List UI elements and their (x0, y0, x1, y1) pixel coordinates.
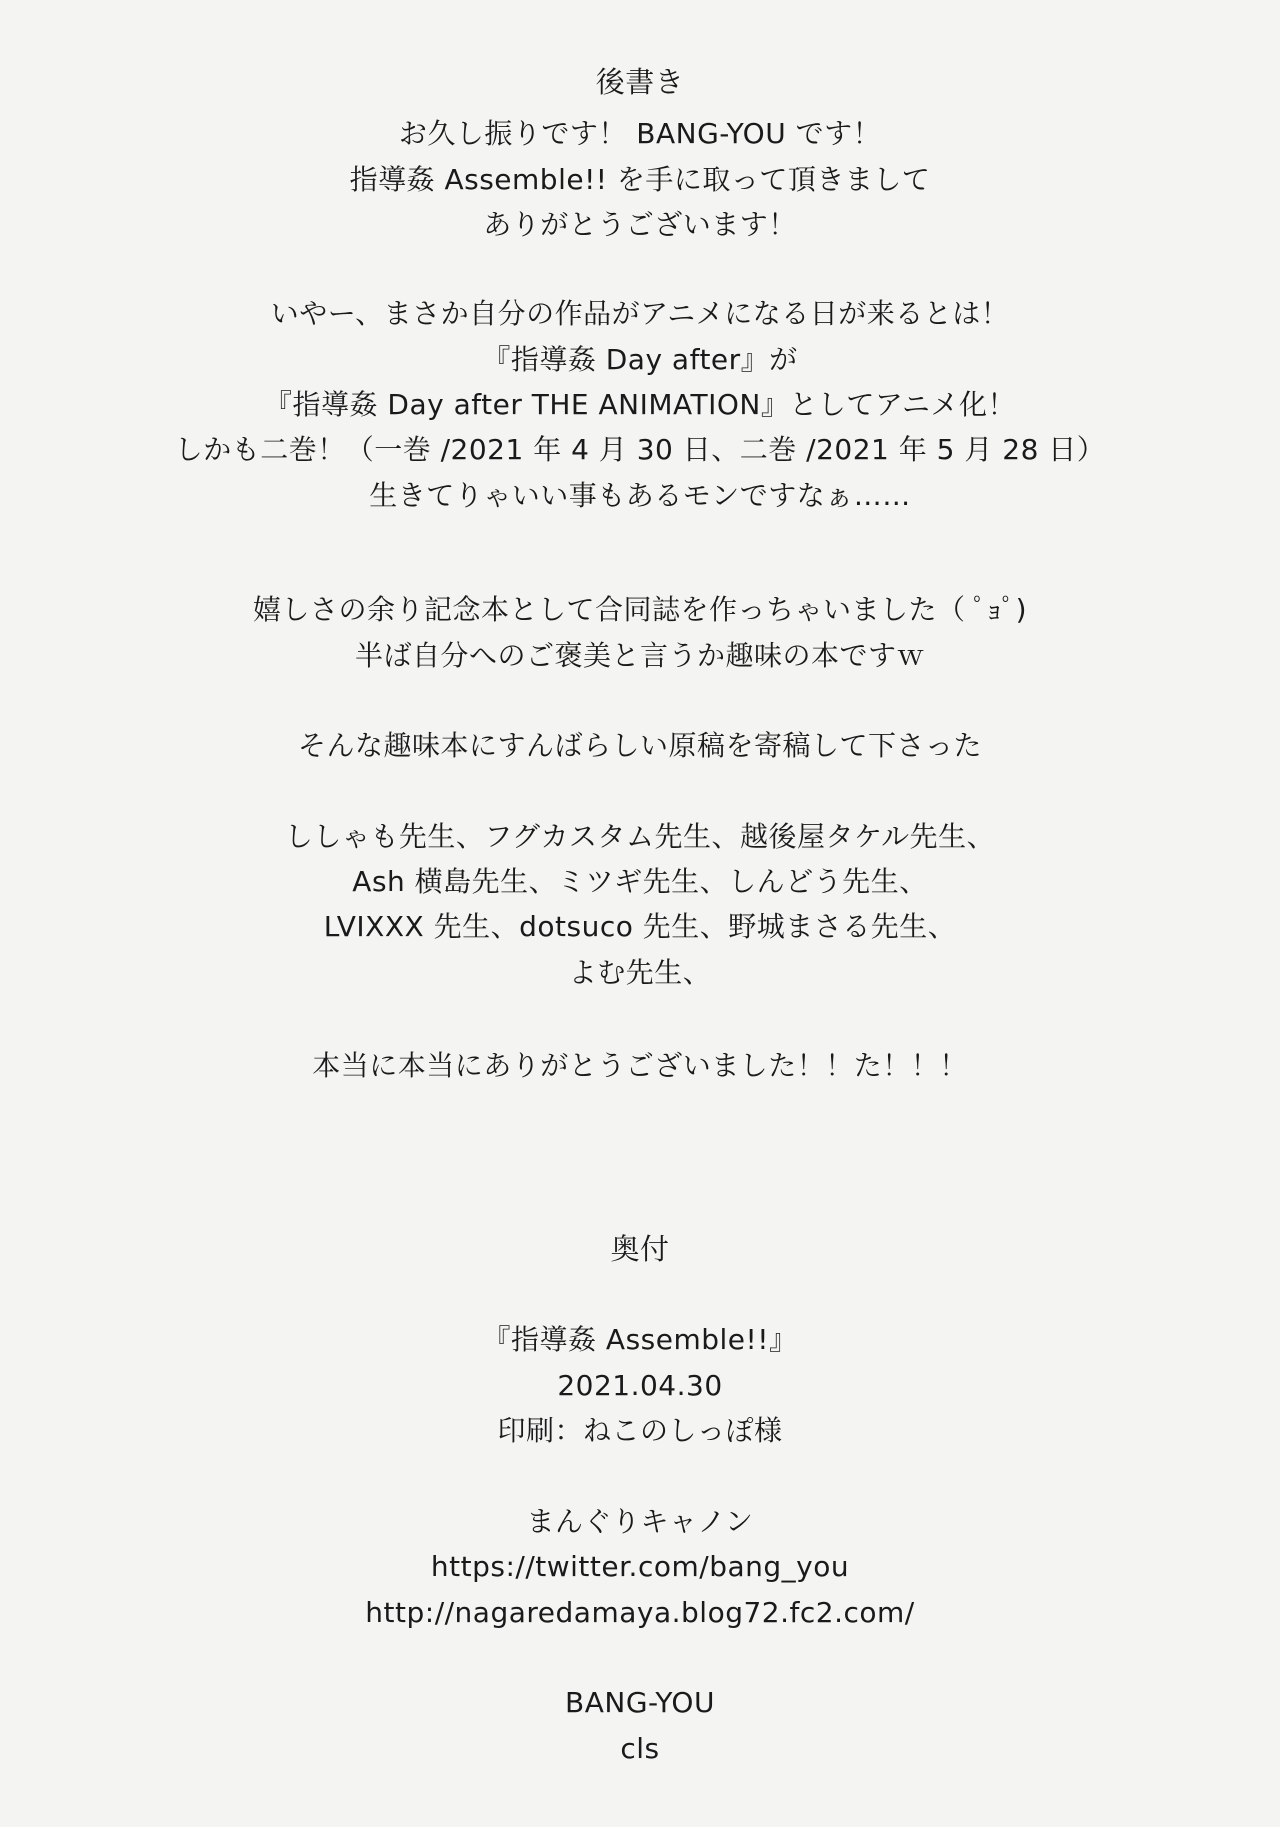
afterword-line: ありがとうございます！ (483, 208, 797, 241)
afterword-line: 生きてりゃいい事もあるモンですなぁ…… (369, 479, 911, 512)
contributor-line: LVIXXX 先生、dotsuco 先生、野城まさる先生、 (323, 910, 957, 943)
colophon-author: BANG-YOU (565, 1686, 715, 1719)
afterword-line: 指導姦 Assemble!! を手に取って頂きまして (349, 163, 931, 196)
colophon-heading: 奥付 (610, 1232, 670, 1266)
afterword-line: 『指導姦 Day after THE ANIMATION』としてアニメ化！ (264, 388, 1016, 421)
afterword-line: 本当に本当にありがとうございました！！た！！！ (312, 1049, 968, 1082)
contributor-line: Ash 横島先生、ミツギ先生、しんどう先生、 (352, 865, 928, 898)
colophon-date: 2021.04.30 (557, 1369, 723, 1402)
afterword-line: 半ば自分へのご褒美と言うか趣味の本ですｗ (354, 639, 925, 672)
afterword-line: お久し振りです！ BANG-YOU です！ (398, 117, 882, 150)
colophon-title: 『指導姦 Assemble!!』 (482, 1323, 798, 1356)
afterword-line: いやー、まさか自分の作品がアニメになる日が来るとは！ (270, 297, 1010, 330)
afterword-line: しかも二巻！（一巻 /2021 年 4 月 30 日、二巻 /2021 年 5 月 28 日） (174, 433, 1106, 466)
colophon-credit: cls (620, 1732, 660, 1765)
afterword-line: 『指導姦 Day after』が (482, 343, 798, 376)
afterword-line: そんな趣味本にすんばらしい原稿を寄稿して下さった (297, 729, 982, 762)
colophon-printer: 印刷：ねこのしっぽ様 (497, 1414, 783, 1447)
colophon-twitter-url: https://twitter.com/bang_you (430, 1550, 850, 1583)
colophon-blog-url: http://nagaredamaya.blog72.fc2.com/ (365, 1596, 915, 1629)
contributor-line: よむ先生、 (568, 956, 712, 989)
afterword-line: 嬉しさの余り記念本として合同誌を作っちゃいました（ ﾟｮﾟ) (252, 593, 1028, 626)
afterword-heading: 後書き (595, 65, 685, 99)
colophon-circle: まんぐりキャノン (526, 1505, 754, 1538)
contributor-line: ししゃも先生、フグカスタム先生、越後屋タケル先生、 (284, 820, 996, 853)
